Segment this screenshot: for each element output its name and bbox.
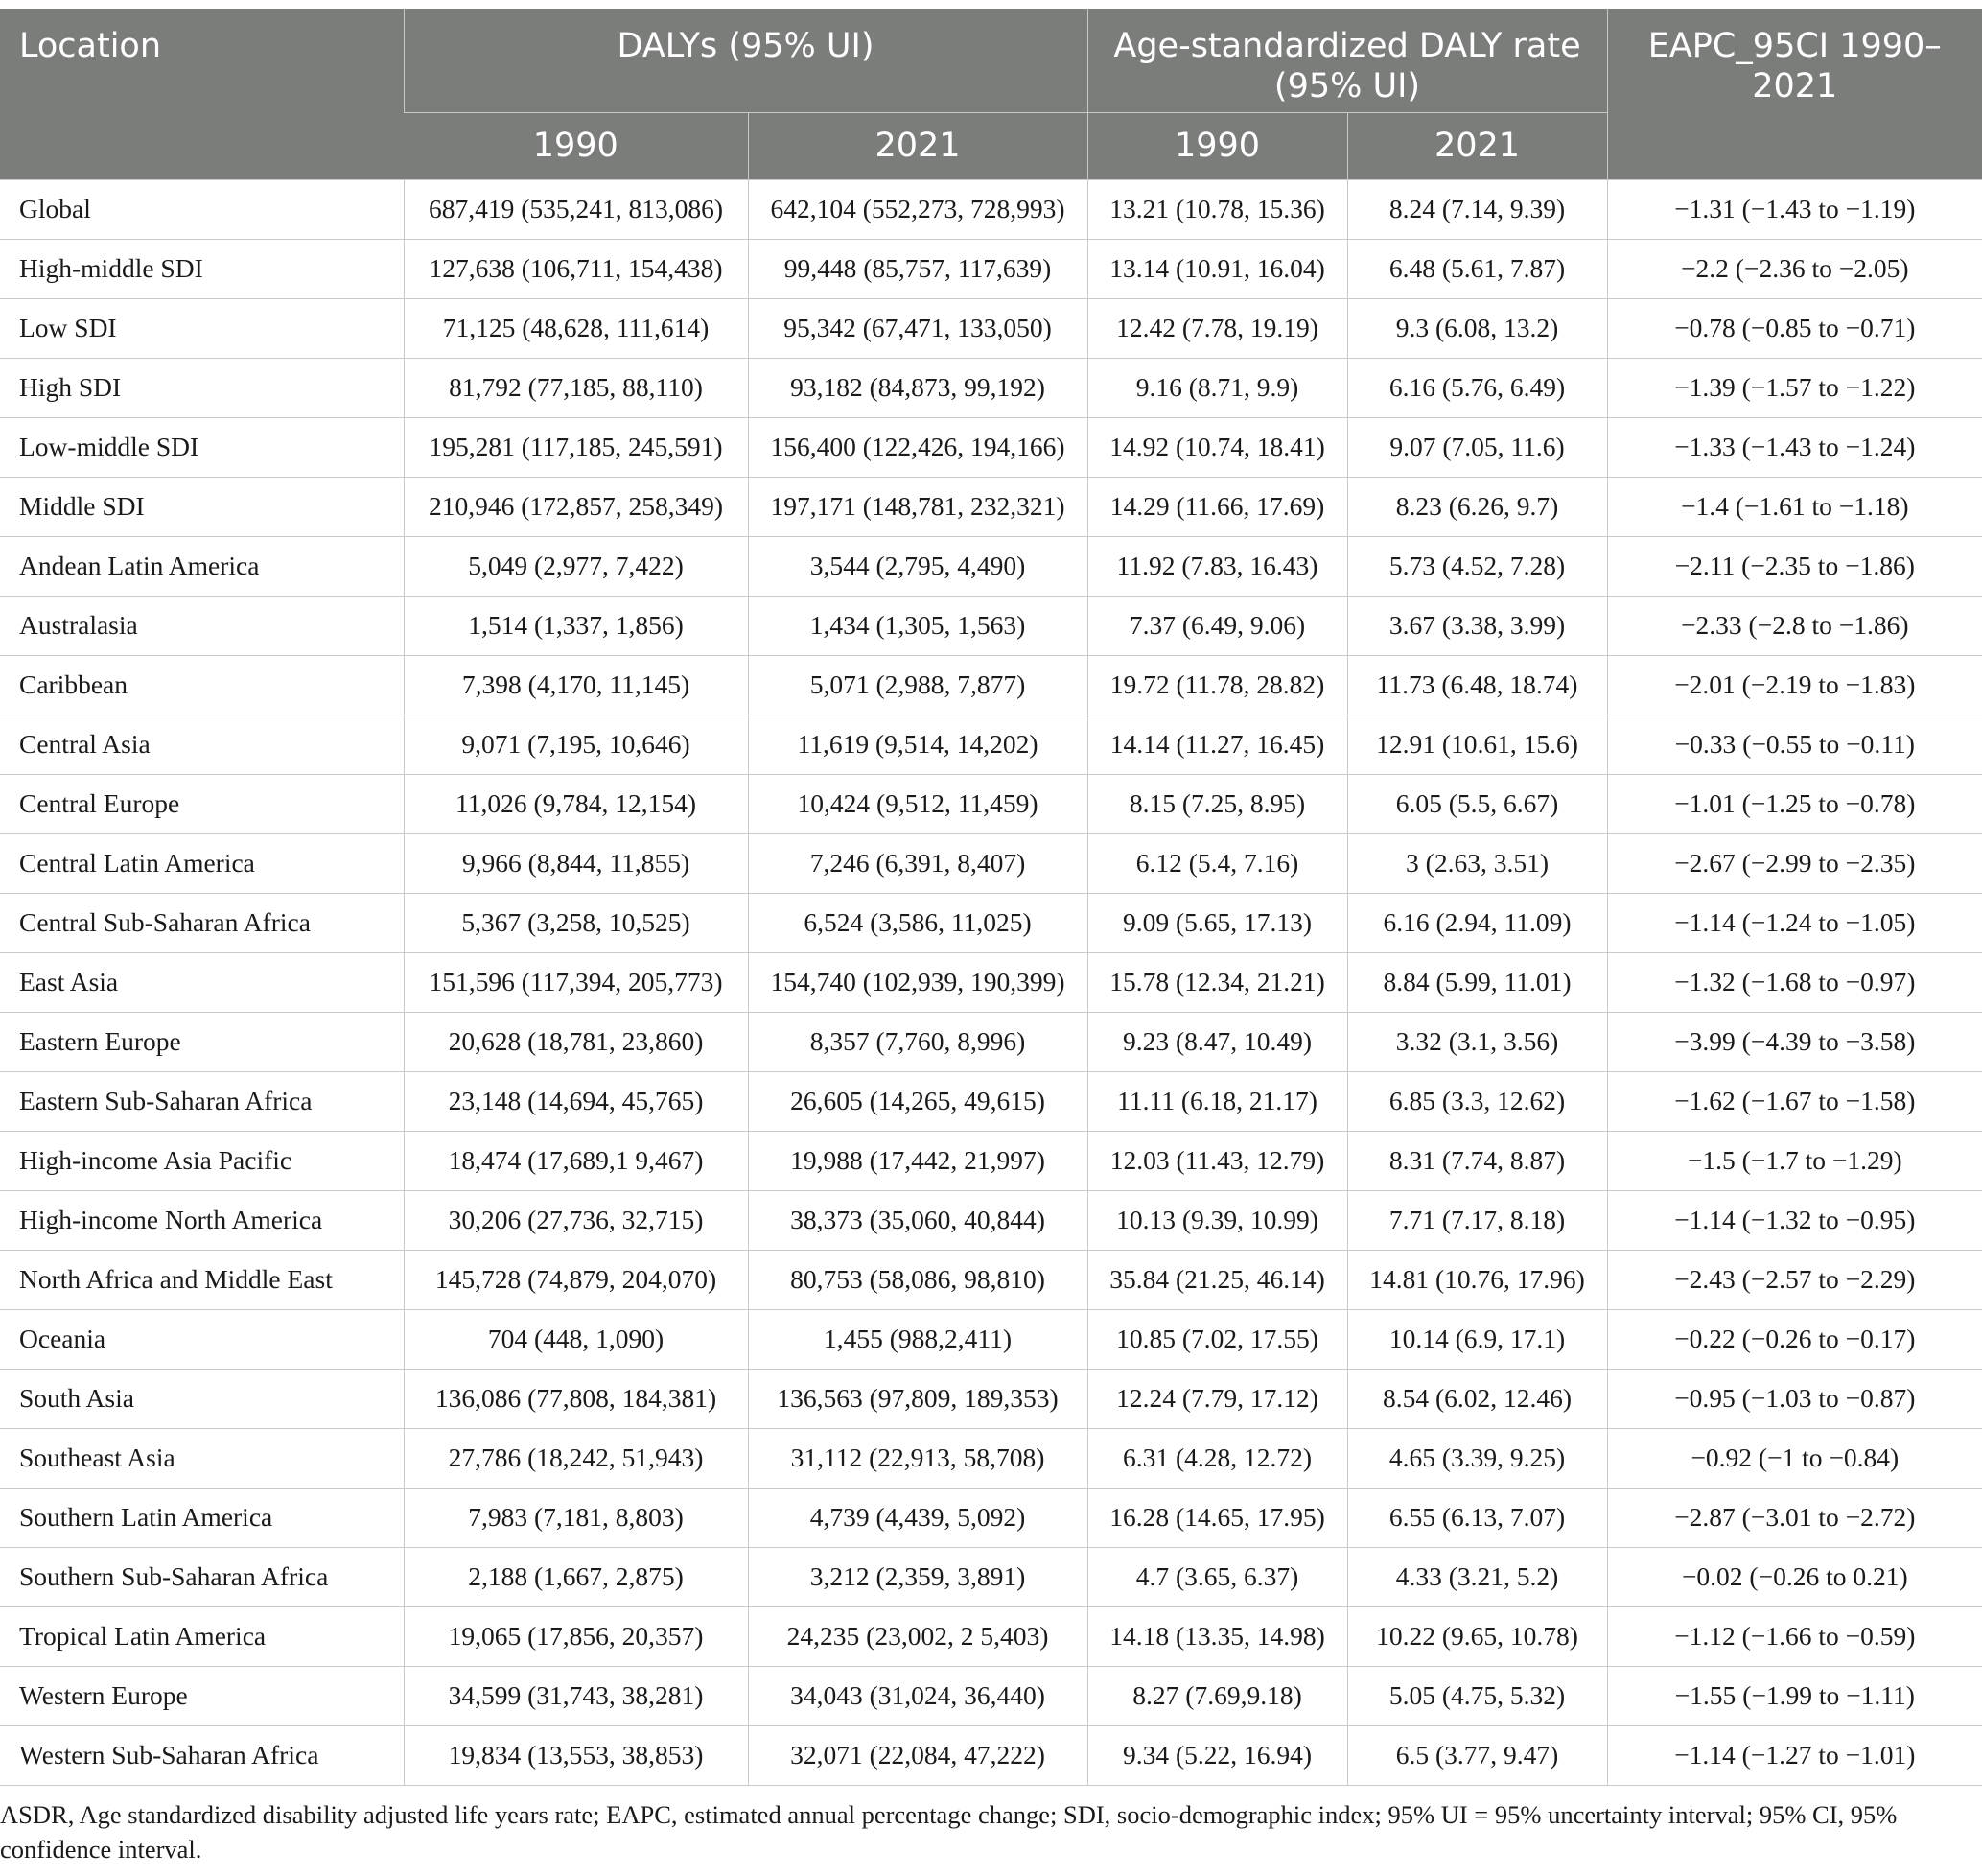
table-row <box>0 833 1982 893</box>
table-row <box>0 1071 1982 1131</box>
cell-eapc: −2.33 (−2.8 to −1.86) <box>1607 596 1982 655</box>
cell-rate-2021: 8.23 (6.26, 9.7) <box>1347 477 1607 536</box>
cell-rate-2021: 6.16 (2.94, 11.09) <box>1347 893 1607 952</box>
table-row <box>0 1488 1982 1547</box>
cell-eapc: −0.22 (−0.26 to −0.17) <box>1607 1309 1982 1369</box>
table-row <box>0 774 1982 833</box>
cell-eapc: −2.01 (−2.19 to −1.83) <box>1607 655 1982 715</box>
cell-rate-2021: 8.54 (6.02, 12.46) <box>1347 1369 1607 1428</box>
cell-dalys-2021: 32,071 (22,084, 47,222) <box>748 1725 1087 1785</box>
cell-dalys-1990: 7,398 (4,170, 11,145) <box>404 655 748 715</box>
cell-dalys-2021: 95,342 (67,471, 133,050) <box>748 298 1087 358</box>
cell-rate-1990: 4.7 (3.65, 6.37) <box>1087 1547 1347 1606</box>
cell-dalys-1990: 71,125 (48,628, 111,614) <box>404 298 748 358</box>
cell-dalys-1990: 210,946 (172,857, 258,349) <box>404 477 748 536</box>
cell-dalys-2021: 31,112 (22,913, 58,708) <box>748 1428 1087 1488</box>
cell-rate-2021: 14.81 (10.76, 17.96) <box>1347 1250 1607 1309</box>
cell-location: Western Sub-Saharan Africa <box>0 1725 404 1785</box>
cell-location: Andean Latin America <box>0 536 404 596</box>
cell-dalys-1990: 18,474 (17,689,1 9,467) <box>404 1131 748 1190</box>
cell-rate-1990: 8.15 (7.25, 8.95) <box>1087 774 1347 833</box>
cell-eapc: −0.02 (−0.26 to 0.21) <box>1607 1547 1982 1606</box>
cell-location: Australasia <box>0 596 404 655</box>
cell-dalys-1990: 136,086 (77,808, 184,381) <box>404 1369 748 1428</box>
cell-dalys-1990: 81,792 (77,185, 88,110) <box>404 358 748 417</box>
table-row <box>0 1725 1982 1785</box>
cell-eapc: −1.14 (−1.32 to −0.95) <box>1607 1190 1982 1250</box>
cell-rate-2021: 4.33 (3.21, 5.2) <box>1347 1547 1607 1606</box>
cell-dalys-1990: 127,638 (106,711, 154,438) <box>404 239 748 298</box>
cell-dalys-2021: 38,373 (35,060, 40,844) <box>748 1190 1087 1250</box>
cell-location: Western Europe <box>0 1666 404 1725</box>
cell-location: High-income North America <box>0 1190 404 1250</box>
cell-dalys-2021: 1,434 (1,305, 1,563) <box>748 596 1087 655</box>
table-footnote: ASDR, Age standardized disability adjusted life years rate; EAPC, estimated annual percentage change; SDI, socio-demographic index; 95% UI = 95% uncertainty interval; 95% CI, 95% confidence interval. <box>0 1799 1898 1864</box>
cell-dalys-2021: 80,753 (58,086, 98,810) <box>748 1250 1087 1309</box>
cell-dalys-1990: 19,065 (17,856, 20,357) <box>404 1606 748 1666</box>
cell-eapc: −0.95 (−1.03 to −0.87) <box>1607 1369 1982 1428</box>
cell-dalys-1990: 20,628 (18,781, 23,860) <box>404 1012 748 1071</box>
cell-rate-2021: 10.14 (6.9, 17.1) <box>1347 1309 1607 1369</box>
cell-eapc: −2.67 (−2.99 to −2.35) <box>1607 833 1982 893</box>
cell-location: Southeast Asia <box>0 1428 404 1488</box>
cell-eapc: −1.12 (−1.66 to −0.59) <box>1607 1606 1982 1666</box>
cell-rate-2021: 6.05 (5.5, 6.67) <box>1347 774 1607 833</box>
cell-rate-1990: 11.92 (7.83, 16.43) <box>1087 536 1347 596</box>
cell-rate-1990: 13.14 (10.91, 16.04) <box>1087 239 1347 298</box>
cell-eapc: −1.39 (−1.57 to −1.22) <box>1607 358 1982 417</box>
cell-eapc: −0.33 (−0.55 to −0.11) <box>1607 715 1982 774</box>
cell-dalys-1990: 687,419 (535,241, 813,086) <box>404 179 748 239</box>
cell-rate-2021: 9.07 (7.05, 11.6) <box>1347 417 1607 477</box>
cell-rate-1990: 9.34 (5.22, 16.94) <box>1087 1725 1347 1785</box>
cell-rate-1990: 14.18 (13.35, 14.98) <box>1087 1606 1347 1666</box>
cell-rate-2021: 6.48 (5.61, 7.87) <box>1347 239 1607 298</box>
cell-eapc: −2.11 (−2.35 to −1.86) <box>1607 536 1982 596</box>
cell-dalys-1990: 34,599 (31,743, 38,281) <box>404 1666 748 1725</box>
header-location: Location <box>0 9 404 179</box>
cell-dalys-2021: 99,448 (85,757, 117,639) <box>748 239 1087 298</box>
cell-dalys-1990: 7,983 (7,181, 8,803) <box>404 1488 748 1547</box>
cell-location: Low-middle SDI <box>0 417 404 477</box>
cell-rate-2021: 6.5 (3.77, 9.47) <box>1347 1725 1607 1785</box>
cell-location: Eastern Europe <box>0 1012 404 1071</box>
cell-dalys-2021: 3,544 (2,795, 4,490) <box>748 536 1087 596</box>
cell-dalys-2021: 154,740 (102,939, 190,399) <box>748 952 1087 1012</box>
cell-dalys-2021: 34,043 (31,024, 36,440) <box>748 1666 1087 1725</box>
header-rate-1990: 1990 <box>1087 112 1347 179</box>
cell-dalys-2021: 4,739 (4,439, 5,092) <box>748 1488 1087 1547</box>
cell-eapc: −0.78 (−0.85 to −0.71) <box>1607 298 1982 358</box>
table-row <box>0 1309 1982 1369</box>
cell-rate-2021: 9.3 (6.08, 13.2) <box>1347 298 1607 358</box>
cell-rate-1990: 9.16 (8.71, 9.9) <box>1087 358 1347 417</box>
cell-rate-1990: 7.37 (6.49, 9.06) <box>1087 596 1347 655</box>
cell-location: High-middle SDI <box>0 239 404 298</box>
cell-location: Middle SDI <box>0 477 404 536</box>
cell-location: Eastern Sub-Saharan Africa <box>0 1071 404 1131</box>
cell-rate-1990: 12.03 (11.43, 12.79) <box>1087 1131 1347 1190</box>
cell-dalys-2021: 7,246 (6,391, 8,407) <box>748 833 1087 893</box>
cell-dalys-1990: 23,148 (14,694, 45,765) <box>404 1071 748 1131</box>
cell-rate-2021: 8.24 (7.14, 9.39) <box>1347 179 1607 239</box>
cell-rate-1990: 9.09 (5.65, 17.13) <box>1087 893 1347 952</box>
cell-dalys-1990: 19,834 (13,553, 38,853) <box>404 1725 748 1785</box>
cell-rate-2021: 5.73 (4.52, 7.28) <box>1347 536 1607 596</box>
cell-location: Tropical Latin America <box>0 1606 404 1666</box>
cell-rate-2021: 5.05 (4.75, 5.32) <box>1347 1666 1607 1725</box>
table-row <box>0 952 1982 1012</box>
header-dalys: DALYs (95% UI) <box>404 9 1087 112</box>
cell-eapc: −1.4 (−1.61 to −1.18) <box>1607 477 1982 536</box>
cell-eapc: −2.2 (−2.36 to −2.05) <box>1607 239 1982 298</box>
cell-location: East Asia <box>0 952 404 1012</box>
cell-eapc: −1.31 (−1.43 to −1.19) <box>1607 179 1982 239</box>
cell-location: Oceania <box>0 1309 404 1369</box>
table-row <box>0 1428 1982 1488</box>
cell-eapc: −1.14 (−1.24 to −1.05) <box>1607 893 1982 952</box>
cell-rate-1990: 14.14 (11.27, 16.45) <box>1087 715 1347 774</box>
cell-dalys-1990: 5,049 (2,977, 7,422) <box>404 536 748 596</box>
cell-rate-1990: 14.92 (10.74, 18.41) <box>1087 417 1347 477</box>
cell-dalys-2021: 8,357 (7,760, 8,996) <box>748 1012 1087 1071</box>
table-row <box>0 1606 1982 1666</box>
cell-location: Central Europe <box>0 774 404 833</box>
cell-rate-2021: 6.55 (6.13, 7.07) <box>1347 1488 1607 1547</box>
cell-location: Southern Sub-Saharan Africa <box>0 1547 404 1606</box>
cell-rate-1990: 35.84 (21.25, 46.14) <box>1087 1250 1347 1309</box>
header-rate-2021: 2021 <box>1347 112 1607 179</box>
header-eapc: EAPC_95CI 1990–2021 <box>1607 9 1982 179</box>
cell-eapc: −2.43 (−2.57 to −2.29) <box>1607 1250 1982 1309</box>
cell-dalys-2021: 93,182 (84,873, 99,192) <box>748 358 1087 417</box>
cell-dalys-2021: 642,104 (552,273, 728,993) <box>748 179 1087 239</box>
table-row <box>0 655 1982 715</box>
table-row <box>0 596 1982 655</box>
cell-location: Low SDI <box>0 298 404 358</box>
cell-eapc: −1.01 (−1.25 to −0.78) <box>1607 774 1982 833</box>
table-row <box>0 1131 1982 1190</box>
cell-rate-2021: 8.31 (7.74, 8.87) <box>1347 1131 1607 1190</box>
cell-rate-1990: 8.27 (7.69,9.18) <box>1087 1666 1347 1725</box>
table-row <box>0 1250 1982 1309</box>
cell-dalys-2021: 1,455 (988,2,411) <box>748 1309 1087 1369</box>
cell-dalys-2021: 156,400 (122,426, 194,166) <box>748 417 1087 477</box>
cell-location: Global <box>0 179 404 239</box>
cell-rate-2021: 7.71 (7.17, 8.18) <box>1347 1190 1607 1250</box>
cell-location: South Asia <box>0 1369 404 1428</box>
table-row <box>0 477 1982 536</box>
cell-eapc: −1.33 (−1.43 to −1.24) <box>1607 417 1982 477</box>
cell-dalys-1990: 145,728 (74,879, 204,070) <box>404 1250 748 1309</box>
table-body <box>0 179 1982 1785</box>
cell-dalys-2021: 19,988 (17,442, 21,997) <box>748 1131 1087 1190</box>
cell-rate-1990: 6.31 (4.28, 12.72) <box>1087 1428 1347 1488</box>
cell-rate-2021: 8.84 (5.99, 11.01) <box>1347 952 1607 1012</box>
cell-rate-1990: 13.21 (10.78, 15.36) <box>1087 179 1347 239</box>
cell-location: Southern Latin America <box>0 1488 404 1547</box>
cell-dalys-1990: 151,596 (117,394, 205,773) <box>404 952 748 1012</box>
cell-rate-1990: 19.72 (11.78, 28.82) <box>1087 655 1347 715</box>
table-row <box>0 1547 1982 1606</box>
cell-rate-1990: 12.24 (7.79, 17.12) <box>1087 1369 1347 1428</box>
cell-rate-2021: 3.67 (3.38, 3.99) <box>1347 596 1607 655</box>
cell-dalys-1990: 9,071 (7,195, 10,646) <box>404 715 748 774</box>
cell-dalys-2021: 136,563 (97,809, 189,353) <box>748 1369 1087 1428</box>
cell-location: Central Asia <box>0 715 404 774</box>
cell-rate-1990: 6.12 (5.4, 7.16) <box>1087 833 1347 893</box>
cell-eapc: −1.55 (−1.99 to −1.11) <box>1607 1666 1982 1725</box>
table-row <box>0 1369 1982 1428</box>
cell-rate-2021: 3 (2.63, 3.51) <box>1347 833 1607 893</box>
cell-rate-1990: 10.13 (9.39, 10.99) <box>1087 1190 1347 1250</box>
cell-location: High SDI <box>0 358 404 417</box>
table-row <box>0 893 1982 952</box>
cell-dalys-2021: 5,071 (2,988, 7,877) <box>748 655 1087 715</box>
table-row <box>0 1666 1982 1725</box>
cell-dalys-1990: 195,281 (117,185, 245,591) <box>404 417 748 477</box>
table-row <box>0 417 1982 477</box>
cell-dalys-1990: 704 (448, 1,090) <box>404 1309 748 1369</box>
cell-rate-1990: 11.11 (6.18, 21.17) <box>1087 1071 1347 1131</box>
cell-eapc: −3.99 (−4.39 to −3.58) <box>1607 1012 1982 1071</box>
cell-dalys-1990: 9,966 (8,844, 11,855) <box>404 833 748 893</box>
cell-eapc: −1.62 (−1.67 to −1.58) <box>1607 1071 1982 1131</box>
cell-rate-1990: 12.42 (7.78, 19.19) <box>1087 298 1347 358</box>
header-age-standardized-rate: Age-standardized DALY rate (95% UI) <box>1087 9 1607 112</box>
table-row <box>0 1012 1982 1071</box>
cell-location: High-income Asia Pacific <box>0 1131 404 1190</box>
cell-location: North Africa and Middle East <box>0 1250 404 1309</box>
table-row <box>0 298 1982 358</box>
cell-location: Central Sub-Saharan Africa <box>0 893 404 952</box>
cell-dalys-2021: 10,424 (9,512, 11,459) <box>748 774 1087 833</box>
cell-dalys-2021: 11,619 (9,514, 14,202) <box>748 715 1087 774</box>
cell-location: Caribbean <box>0 655 404 715</box>
daly-table <box>0 9 1982 1786</box>
header-dalys-2021: 2021 <box>748 112 1087 179</box>
cell-dalys-2021: 197,171 (148,781, 232,321) <box>748 477 1087 536</box>
cell-rate-2021: 10.22 (9.65, 10.78) <box>1347 1606 1607 1666</box>
cell-rate-2021: 4.65 (3.39, 9.25) <box>1347 1428 1607 1488</box>
cell-eapc: −1.5 (−1.7 to −1.29) <box>1607 1131 1982 1190</box>
cell-eapc: −1.14 (−1.27 to −1.01) <box>1607 1725 1982 1785</box>
cell-rate-2021: 11.73 (6.48, 18.74) <box>1347 655 1607 715</box>
cell-dalys-2021: 3,212 (2,359, 3,891) <box>748 1547 1087 1606</box>
cell-dalys-2021: 6,524 (3,586, 11,025) <box>748 893 1087 952</box>
table-row <box>0 1190 1982 1250</box>
table-row <box>0 536 1982 596</box>
header-dalys-1990: 1990 <box>404 112 748 179</box>
cell-rate-1990: 9.23 (8.47, 10.49) <box>1087 1012 1347 1071</box>
cell-dalys-2021: 24,235 (23,002, 2 5,403) <box>748 1606 1087 1666</box>
cell-rate-1990: 10.85 (7.02, 17.55) <box>1087 1309 1347 1369</box>
cell-rate-2021: 6.16 (5.76, 6.49) <box>1347 358 1607 417</box>
table-header <box>0 9 1982 179</box>
cell-rate-2021: 12.91 (10.61, 15.6) <box>1347 715 1607 774</box>
cell-dalys-1990: 2,188 (1,667, 2,875) <box>404 1547 748 1606</box>
cell-rate-1990: 15.78 (12.34, 21.21) <box>1087 952 1347 1012</box>
cell-rate-2021: 3.32 (3.1, 3.56) <box>1347 1012 1607 1071</box>
cell-dalys-1990: 27,786 (18,242, 51,943) <box>404 1428 748 1488</box>
cell-eapc: −1.32 (−1.68 to −0.97) <box>1607 952 1982 1012</box>
cell-dalys-1990: 1,514 (1,337, 1,856) <box>404 596 748 655</box>
cell-dalys-1990: 5,367 (3,258, 10,525) <box>404 893 748 952</box>
cell-rate-2021: 6.85 (3.3, 12.62) <box>1347 1071 1607 1131</box>
cell-dalys-2021: 26,605 (14,265, 49,615) <box>748 1071 1087 1131</box>
table-row <box>0 358 1982 417</box>
cell-eapc: −2.87 (−3.01 to −2.72) <box>1607 1488 1982 1547</box>
table-row <box>0 715 1982 774</box>
cell-eapc: −0.92 (−1 to −0.84) <box>1607 1428 1982 1488</box>
cell-rate-1990: 14.29 (11.66, 17.69) <box>1087 477 1347 536</box>
cell-dalys-1990: 11,026 (9,784, 12,154) <box>404 774 748 833</box>
cell-rate-1990: 16.28 (14.65, 17.95) <box>1087 1488 1347 1547</box>
table-row <box>0 239 1982 298</box>
cell-location: Central Latin America <box>0 833 404 893</box>
cell-dalys-1990: 30,206 (27,736, 32,715) <box>404 1190 748 1250</box>
table-row <box>0 179 1982 239</box>
